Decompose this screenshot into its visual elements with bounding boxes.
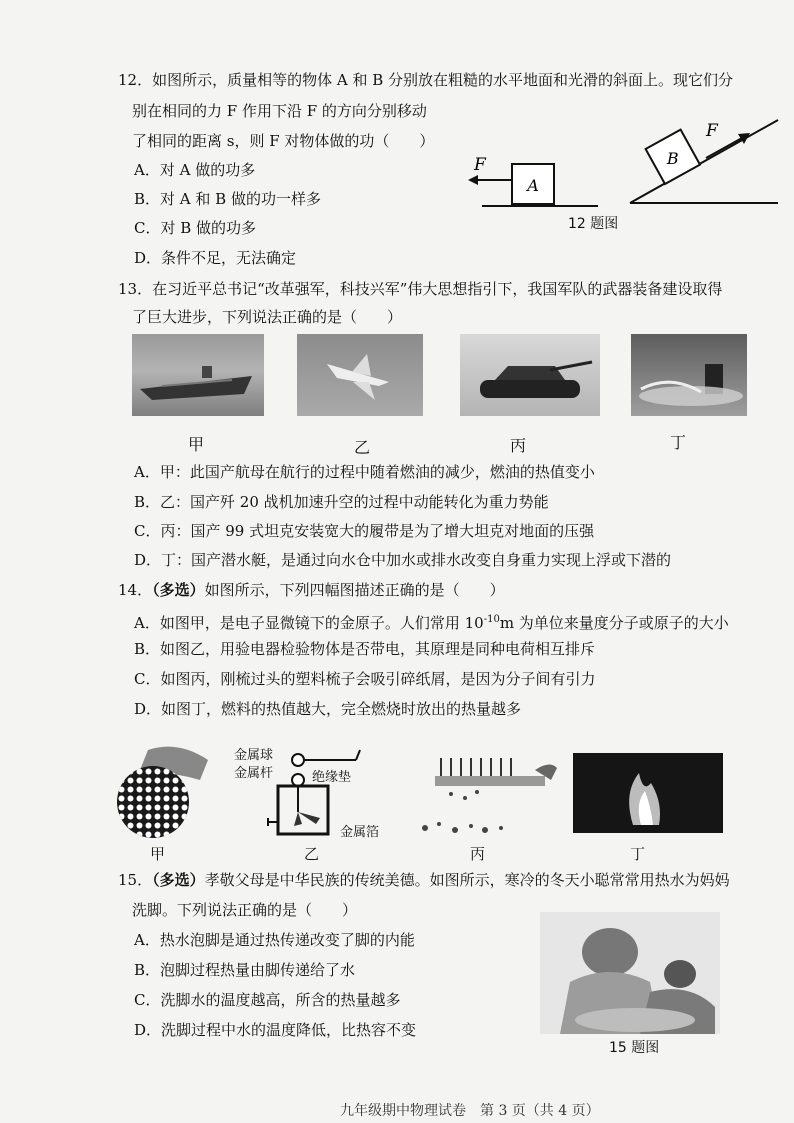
q13-label-bing: 丙 [510,436,527,455]
q13-label-jia: 甲 [188,435,205,454]
q14-stem [118,580,505,600]
q15-stem-line2: 洗脚。下列说法正确的是（ ） [132,901,358,919]
q13-stem-line1: 13．在习近平总书记“改革强军，科技兴军”伟大思想指引下，我国军队的武器装备建设取得 [118,280,723,298]
q13-option-a[interactable]: A．甲：此国产航母在航行的过程中随着燃油的减少，燃油的热值变小 [134,463,595,481]
q12-figure [460,118,790,218]
q13-photo-fighter-jet [297,334,423,416]
q14-option-a-pre: A．如图甲，是电子显微镜下的金原子。人们常用 10 [134,614,484,632]
block-a-label: A [527,176,539,195]
q13-option-b[interactable]: B．乙：国产歼 20 战机加速升空的过程中动能转化为重力势能 [134,493,549,511]
q14-option-a-post: m 为单位来量度分子或原子的大小 [499,614,729,632]
q13-label-yi: 乙 [354,438,371,457]
q14-multi-tag: （多选） [152,581,205,599]
block-b-label: B [666,148,679,168]
q12-stem-line3: 了相同的距离 s，则 F 对物体做的功（ ） [132,132,435,150]
q12-option-d[interactable]: D．条件不足，无法确定 [134,249,297,267]
q15-option-a[interactable]: A．热水泡脚是通过热传递改变了脚的内能 [134,931,415,949]
q13-label-ding: 丁 [670,433,687,452]
q13-photo-tank [460,334,600,416]
q13-option-d[interactable]: D．丁：国产潜水艇，是通过向水仓中加水或排水改变自身重力实现上浮或下潜的 [134,551,672,569]
q14-figure-fire [573,753,723,833]
q13-option-c[interactable]: C．丙：国产 99 式坦克安装宽大的履带是为了增大坦克对地面的压强 [134,522,595,540]
q14-label-bing: 丙 [470,845,486,863]
q13-stem-line2: 了巨大进步，下列说法正确的是（ ） [132,308,403,326]
q15-caption: 15 题图 [609,1040,660,1056]
q14-figure-comb [415,750,560,840]
q14-label-yi: 乙 [304,845,320,863]
q15-number: 15． [118,871,153,889]
q14-label-metal-rod: 金属杆 [234,766,274,781]
q15-option-b[interactable]: B．泡脚过程热量由脚传递给了水 [134,961,356,979]
q15-photo-foot-wash [540,912,720,1034]
q12-stem-line2: 别在相同的力 F 作用下沿 F 的方向分别移动 [132,102,427,120]
q14-label-ding: 丁 [630,845,646,863]
q12-caption: 12 题图 [568,216,619,232]
q14-label-jia: 甲 [150,845,166,863]
force-arrowhead-a [468,175,478,185]
q14-option-c[interactable]: C．如图丙，刚梳过头的塑料梳子会吸引碎纸屑，是因为分子间有引力 [134,670,596,688]
q14-option-b[interactable]: B．如图乙，用验电器检验物体是否带电，其原理是同种电荷相互排斥 [134,640,596,658]
q13-photo-submarine [631,334,747,416]
q15-stem-line1 [118,870,730,890]
q15-option-c[interactable]: C．洗脚水的温度越高，所含的热量越多 [134,991,401,1009]
force-arrow-b [706,138,742,158]
q13-photo-carrier [132,334,264,416]
q15-stem-text: 孝敬父母是中华民族的传统美德。如图所示，寒冷的冬天小聪常常用热水为妈妈 [204,871,730,889]
q12-option-b[interactable]: B．对 A 和 B 做的功一样多 [134,190,321,208]
force-label-a: F [474,155,486,175]
q15-multi-tag: （多选） [152,871,205,889]
q12-option-a[interactable]: A．对 A 做的功多 [134,161,256,179]
force-label-b: F [706,121,718,141]
q12-option-c[interactable]: C．对 B 做的功多 [134,219,257,237]
q14-option-a[interactable] [134,610,729,633]
q14-number: 14． [118,581,153,599]
q14-option-a-exp: -10 [483,614,500,625]
q15-option-d[interactable]: D．洗脚过程中水的温度降低，比热容不变 [134,1021,417,1039]
q12-stem-line1: 12．如图所示，质量相等的物体 A 和 B 分别放在粗糙的水平地面和光滑的斜面上。现它们分 [118,71,734,89]
q14-label-insulating-pad: 绝缘垫 [312,770,352,785]
q14-option-d[interactable]: D．如图丁，燃料的热值越大，完全燃烧时放出的热量越多 [134,700,522,718]
page-footer: 九年级期中物理试卷 第 3 页（共 4 页） [340,1103,600,1119]
block-b [646,130,700,184]
q14-stem-text: 如图所示，下列四幅图描述正确的是（ ） [204,581,505,599]
q14-label-metal-foil: 金属箔 [340,825,380,840]
q14-label-metal-ball: 金属球 [234,748,274,763]
q14-figure-gold-atoms [108,740,218,840]
